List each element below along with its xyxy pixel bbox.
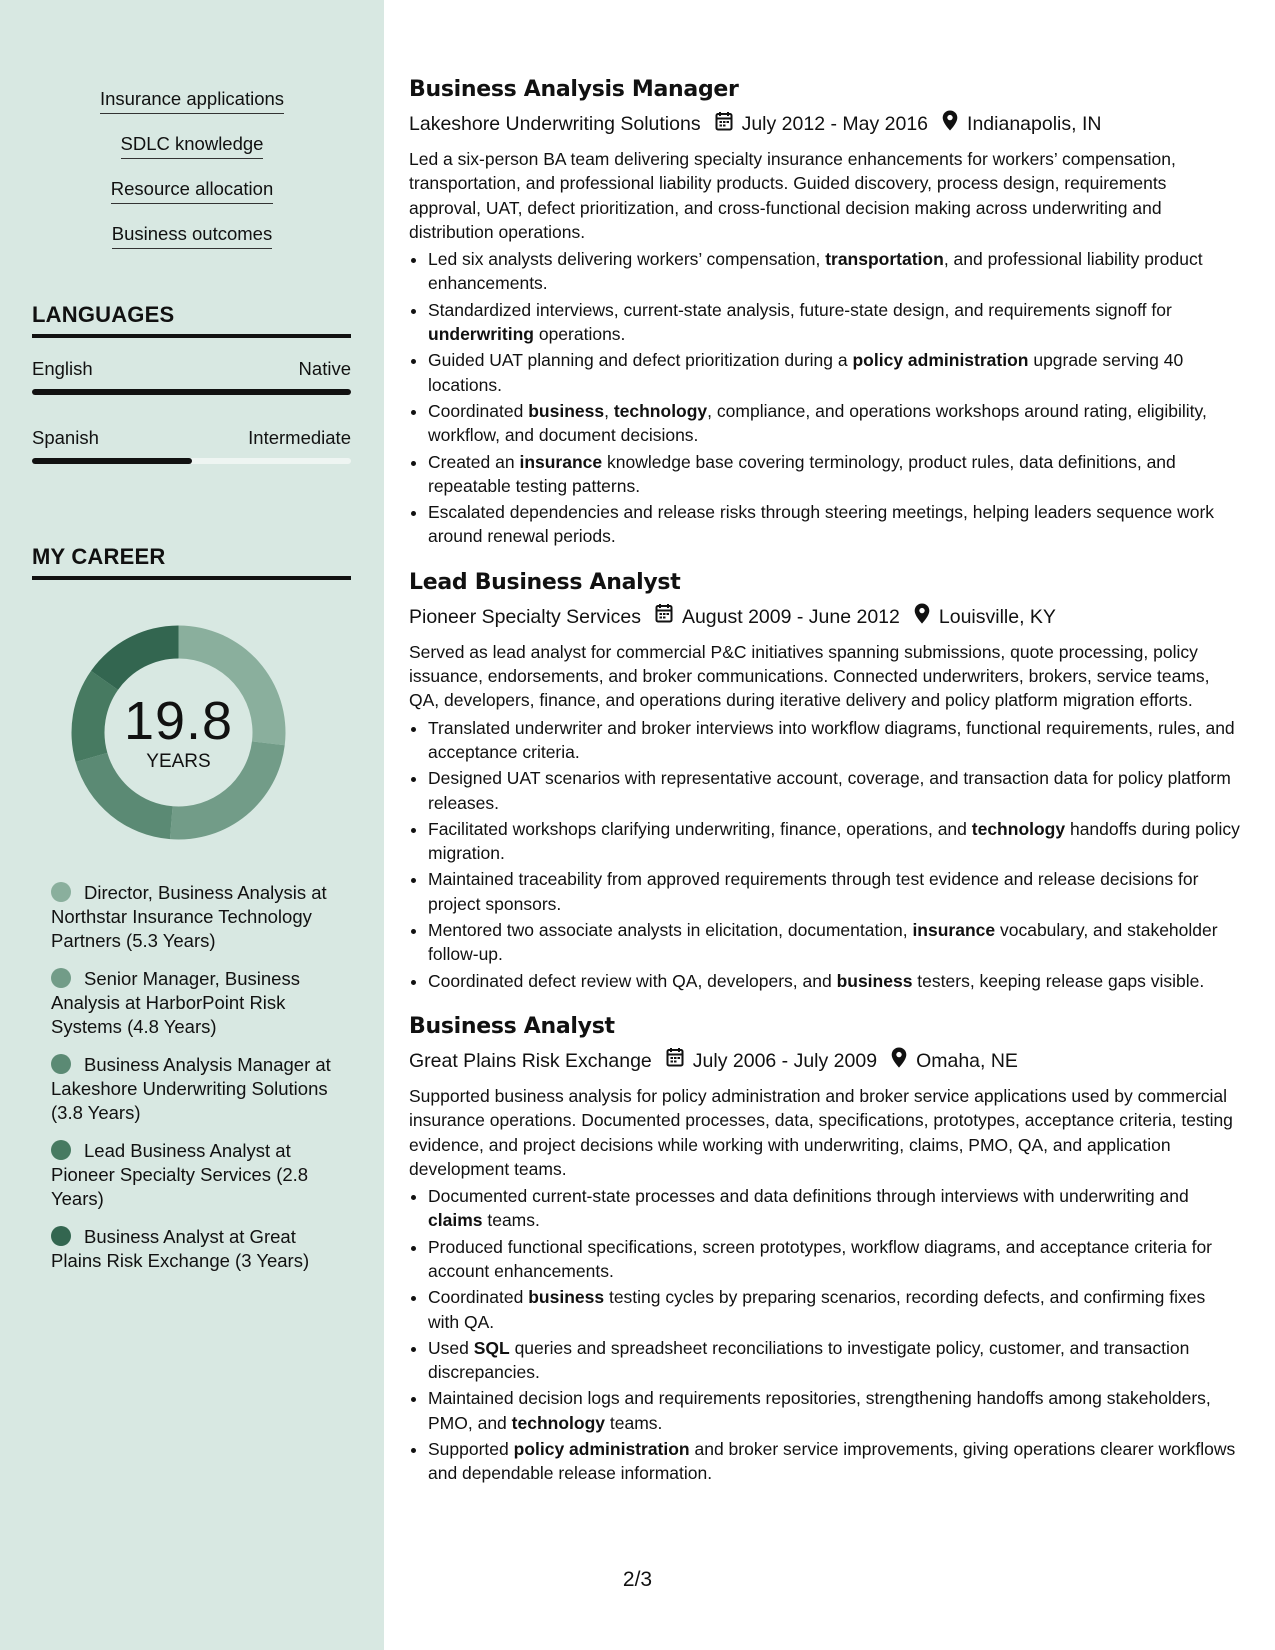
job-bullet: • Facilitated workshops clarifying underwriting, finance, operations, and technology handoffs during policy migration.	[428, 817, 1241, 866]
language-level: Intermediate	[248, 427, 351, 448]
legend-dot	[51, 882, 71, 902]
career-heading: MY CAREER	[32, 544, 351, 580]
company-name: Great Plains Risk Exchange	[409, 1049, 652, 1072]
legend-dot	[51, 968, 71, 988]
map-pin-icon	[914, 603, 930, 631]
language-proficiency-fill	[32, 389, 351, 395]
job-meta	[409, 110, 1241, 138]
job-location: Louisville, KY	[938, 605, 1056, 628]
job-bullet: • Maintained traceability from approved requirements through test evidence and release decisions for project sponsors.	[428, 867, 1241, 916]
job-bullet: • Standardized interviews, current-state analysis, future-state design, and requirements signoff for underwriting operations.	[428, 298, 1241, 347]
job-bullets	[409, 1184, 1241, 1486]
job-bullets	[409, 716, 1241, 993]
language-row	[32, 427, 351, 449]
skill-item: Insurance applications	[100, 87, 284, 114]
career-legend	[51, 881, 331, 1287]
job-entry	[409, 76, 1241, 549]
job-bullet: • Designed UAT scenarios with representative account, coverage, and transaction data for policy platform releases.	[428, 766, 1241, 815]
experience-section	[409, 76, 1241, 1506]
job-bullet: • Used SQL queries and spreadsheet reconciliations to investigate policy, customer, and transaction discrepancies.	[428, 1336, 1241, 1385]
job-bullet: • Translated underwriter and broker interviews into workflow diagrams, functional requirements, rules, and acceptance criteria.	[428, 716, 1241, 765]
job-location: Omaha, NE	[916, 1049, 1018, 1072]
skills-list	[0, 87, 384, 249]
map-pin-icon	[891, 1047, 907, 1075]
legend-dot	[51, 1054, 71, 1074]
language-name: English	[32, 358, 93, 379]
job-bullet: • Coordinated business, technology, compliance, and operations workshops around rating, eligibility, workflow, and document decisions.	[428, 399, 1241, 448]
skill-item: SDLC knowledge	[121, 132, 264, 159]
job-meta	[409, 603, 1241, 631]
job-bullet: • Created an insurance knowledge base covering terminology, product rules, data definitions, and repeatable testing patterns.	[428, 450, 1241, 499]
language-level: Native	[298, 358, 351, 379]
job-bullet: • Led six analysts delivering workers’ compensation, transportation, and professional liability product enhancements.	[428, 247, 1241, 296]
career-legend-label: Senior Manager, Business Analysis at HarborPoint Risk Systems (4.8 Years)	[51, 968, 300, 1037]
job-entry	[409, 569, 1241, 993]
job-dates: July 2006 - July 2009	[692, 1049, 878, 1072]
job-meta	[409, 1047, 1241, 1075]
job-bullet: • Coordinated business testing cycles by preparing scenarios, recording defects, and confirming fixes with QA.	[428, 1285, 1241, 1334]
career-legend-item	[51, 1139, 331, 1211]
career-legend-item	[51, 967, 331, 1039]
map-pin-icon	[942, 110, 958, 138]
language-proficiency-fill	[32, 458, 192, 464]
job-description: Led a six-person BA team delivering specialty insurance enhancements for workers’ compensation, transportation, and professional liability products. Guided discovery, process design, requirements approval, UAT, defect prioritization, and cross-functional decision making across underwriting and distribution operations.	[409, 149, 1176, 242]
skill-item: Resource allocation	[111, 177, 273, 204]
company-name: Lakeshore Underwriting Solutions	[409, 113, 701, 135]
career-legend-label: Business Analyst at Great Plains Risk Exchange (3 Years)	[51, 1226, 310, 1271]
job-title: Business Analysis Manager	[409, 77, 739, 102]
career-total-unit: YEARS	[146, 750, 211, 772]
job-bullet: • Produced functional specifications, screen prototypes, workflow diagrams, and acceptance criteria for account enhancements.	[428, 1235, 1241, 1284]
job-bullet: • Coordinated defect review with QA, developers, and business testers, keeping release gaps visible.	[428, 969, 1241, 993]
job-title: Business Analyst	[409, 1013, 615, 1039]
company-name: Pioneer Specialty Services	[409, 605, 641, 628]
career-legend-item	[51, 881, 331, 953]
legend-dot	[51, 1140, 71, 1160]
calendar-icon	[655, 603, 673, 630]
job-dates: July 2012 - May 2016	[741, 113, 929, 135]
page-number: 2/3	[622, 1568, 653, 1591]
job-bullet: • Maintained decision logs and requirements repositories, strengthening handoffs among stakeholders, PMO, and technology teams.	[428, 1386, 1241, 1435]
career-legend-label: Business Analysis Manager at Lakeshore Underwriting Solutions (3.8 Years)	[51, 1054, 331, 1123]
job-dates: August 2009 - June 2012	[681, 605, 900, 628]
career-legend-item	[51, 1225, 331, 1273]
sidebar	[0, 0, 384, 1650]
career-legend-label: Lead Business Analyst at Pioneer Specialty Services (2.8 Years)	[51, 1140, 309, 1209]
donut-center	[66, 620, 291, 845]
job-location: Indianapolis, IN	[967, 113, 1102, 135]
skill-item: Business outcomes	[112, 222, 272, 249]
job-bullet: • Documented current-state processes and data definitions through interviews with underwriting and claims teams.	[428, 1184, 1241, 1233]
calendar-icon	[715, 111, 733, 138]
job-bullet: • Guided UAT planning and defect prioritization during a policy administration upgrade serving 40 locations.	[428, 348, 1241, 397]
language-proficiency-bar	[32, 458, 351, 464]
job-description: Served as lead analyst for commercial P&C initiatives spanning submissions, quote processing, policy issuance, endorsements, and broker communications. Connected underwriters, brokers, service teams, QA, developers, finance, and operations during iterative delivery and policy platform migration efforts.	[409, 641, 1210, 711]
job-description: Supported business analysis for policy administration and broker service applications used by commercial insurance operations. Documented processes, data, specifications, prototypes, acceptance criteria, testing evidence, and project decisions while working with underwriting, claims, PMO, QA, and application development teams.	[409, 1085, 1233, 1179]
job-bullet: • Supported policy administration and broker service improvements, giving operations clearer workflows and dependable release information.	[428, 1437, 1241, 1486]
language-row	[32, 358, 351, 380]
language-name: Spanish	[32, 427, 99, 448]
calendar-icon	[666, 1047, 684, 1074]
career-legend-item	[51, 1053, 331, 1125]
language-proficiency-bar	[32, 389, 351, 395]
languages-heading: LANGUAGES	[32, 302, 351, 338]
legend-dot	[51, 1226, 71, 1246]
job-entry	[409, 1013, 1241, 1486]
job-bullet: • Escalated dependencies and release risks through steering meetings, helping leaders sequence work around renewal periods.	[428, 500, 1241, 549]
career-total-years: 19.8	[123, 690, 234, 751]
job-bullet: • Mentored two associate analysts in elicitation, documentation, insurance vocabulary, and stakeholder follow-up.	[428, 918, 1241, 967]
career-legend-label: Director, Business Analysis at Northstar Insurance Technology Partners (5.3 Years)	[51, 882, 327, 951]
job-title: Lead Business Analyst	[409, 569, 681, 595]
job-bullets	[409, 247, 1241, 549]
